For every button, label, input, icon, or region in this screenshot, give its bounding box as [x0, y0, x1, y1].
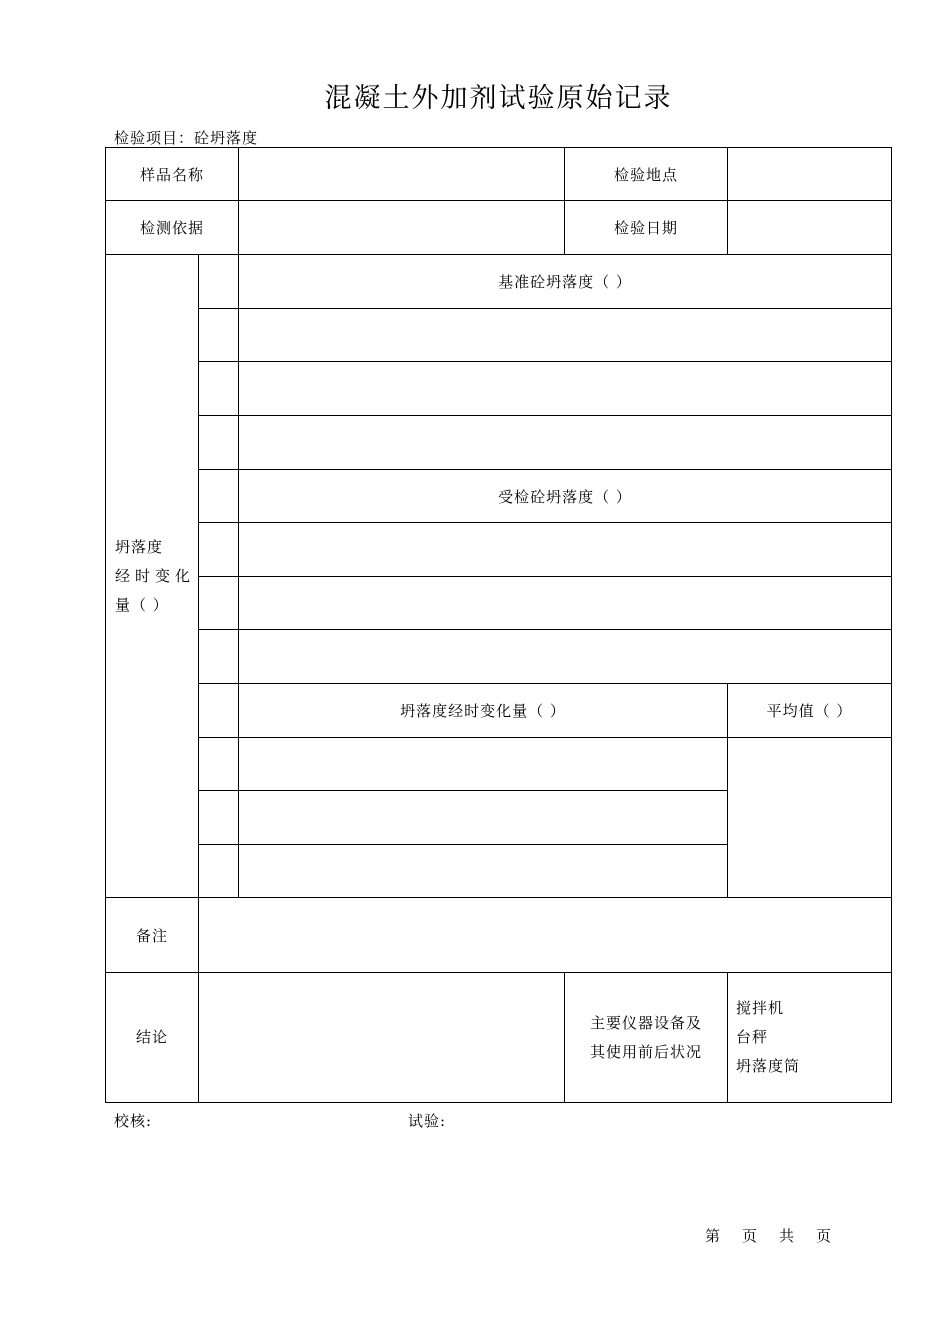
index-cell[interactable]: [199, 309, 239, 362]
tested-slump-value[interactable]: [239, 523, 892, 577]
index-cell[interactable]: [199, 630, 239, 684]
index-cell[interactable]: [199, 577, 239, 630]
index-cell[interactable]: [199, 791, 239, 845]
remarks-value[interactable]: [199, 898, 892, 973]
test-project-value: 砼坍落度: [194, 129, 259, 147]
equipment-label: [565, 973, 728, 1103]
tested-slump-value[interactable]: [239, 630, 892, 684]
average-value[interactable]: [728, 738, 892, 898]
page-title: 混凝土外加剂试验原始记录: [324, 83, 673, 114]
average-header: 平均值（ ）: [728, 684, 892, 738]
test-date-label: 检验日期: [565, 201, 728, 255]
page-ye: 页: [742, 1227, 758, 1245]
page-ye2: 页: [816, 1227, 832, 1245]
test-project-label: 检验项目：: [114, 129, 195, 147]
tester-signature: 试验:: [408, 1112, 447, 1130]
index-cell[interactable]: [199, 523, 239, 577]
sample-name-value[interactable]: [239, 148, 565, 201]
index-cell[interactable]: [199, 255, 239, 309]
tested-slump-header: 受检砼坍落度（ ）: [239, 470, 892, 523]
slump-change-value[interactable]: [239, 791, 728, 845]
test-site-value[interactable]: [728, 148, 892, 201]
index-cell[interactable]: [199, 684, 239, 738]
equipment-item: 搅拌机: [736, 999, 785, 1017]
baseline-slump-header: 基准砼坍落度（ ）: [239, 255, 892, 309]
slump-change-value[interactable]: [239, 845, 728, 898]
basis-value[interactable]: [239, 201, 565, 255]
test-site-label: 检验地点: [565, 148, 728, 201]
page-gong: 共: [779, 1227, 795, 1245]
equipment-item: 坍落度筒: [736, 1057, 801, 1075]
test-project: [114, 127, 258, 148]
index-cell[interactable]: [199, 470, 239, 523]
equipment-item: 台秤: [736, 1028, 769, 1046]
tested-slump-value[interactable]: [239, 577, 892, 630]
record-table: [105, 147, 892, 1103]
page-di: 第: [705, 1227, 721, 1245]
slump-change-label: [106, 255, 199, 898]
baseline-slump-value[interactable]: [239, 362, 892, 416]
remarks-label: 备注: [106, 898, 199, 973]
baseline-slump-value[interactable]: [239, 309, 892, 362]
test-date-value[interactable]: [728, 201, 892, 255]
baseline-slump-value[interactable]: [239, 416, 892, 470]
sample-name-label: 样品名称: [106, 148, 239, 201]
slump-change-label-line1: 坍落度: [115, 537, 164, 556]
equipment-list[interactable]: [728, 973, 892, 1103]
equipment-label-line2: 其使用前后状况: [590, 1042, 703, 1061]
conclusion-value[interactable]: [199, 973, 565, 1103]
reviewer-signature: 校核:: [114, 1112, 153, 1130]
index-cell[interactable]: [199, 845, 239, 898]
index-cell[interactable]: [199, 738, 239, 791]
index-cell[interactable]: [199, 416, 239, 470]
equipment-label-line1: 主要仪器设备及: [590, 1013, 703, 1032]
page-counter: [705, 1225, 831, 1246]
slump-change-label-line3: 量（ ）: [115, 595, 169, 614]
basis-label: 检测依据: [106, 201, 239, 255]
slump-change-header: 坍落度经时变化量（ ）: [239, 684, 728, 738]
index-cell[interactable]: [199, 362, 239, 416]
slump-change-value[interactable]: [239, 738, 728, 791]
conclusion-label: 结论: [106, 973, 199, 1103]
slump-change-label-line2: 经时变化: [115, 566, 196, 585]
